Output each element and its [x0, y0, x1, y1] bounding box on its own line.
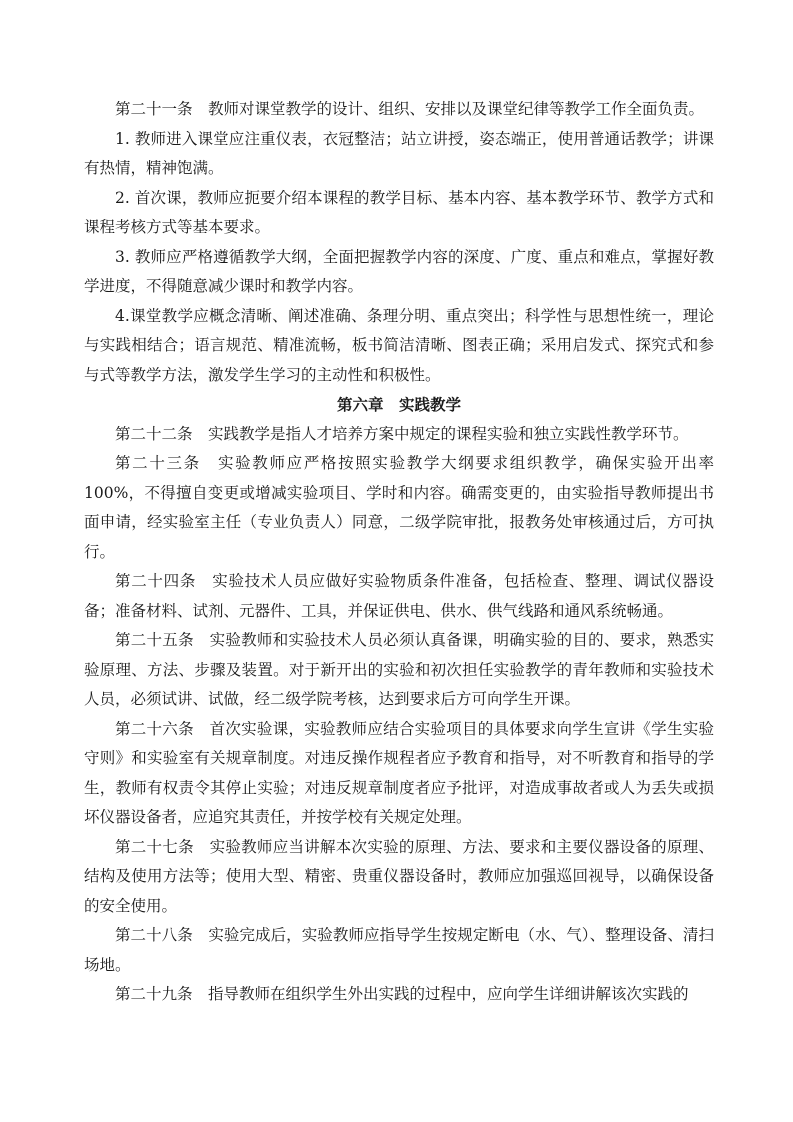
- article-21-item-2: 2. 首次课，教师应扼要介绍本课程的教学目标、基本内容、基本教学环节、教学方式和课程考核方式等基本要求。: [84, 188, 714, 236]
- article-26: 第二十六条 首次实验课，实验教师应结合实验项目的具体要求向学生宣讲《学生实验守则》和实验室有关规章制度。对违反操作规程者应予教育和指导，对不听教育和指导的学生，教师有权责令其停止实验；对违反规章制度者应予批评，对造成事故者或人为丢失或损坏仪器设备者，应追究其责任，并按学校有关规定处理。: [84, 719, 714, 826]
- article-21-item-1: 1. 教师进入课堂应注重仪表，衣冠整洁；站立讲授，姿态端正，使用普通话教学；讲课有热情，精神饱满。: [84, 129, 714, 177]
- article-21-item-3: 3. 教师应严格遵循教学大纲，全面把握教学内容的深度、广度、重点和难点，掌握好教学进度，不得随意减少课时和教学内容。: [84, 247, 714, 295]
- article-21-item-4: 4.课堂教学应概念清晰、阐述准确、条理分明、重点突出；科学性与思想性统一，理论与实践相结合；语言规范、精准流畅，板书简洁清晰、图表正确；采用启发式、探究式和参与式等教学方法，激发学生学习的主动性和积极性。: [84, 306, 714, 384]
- article-21: 第二十一条 教师对课堂教学的设计、组织、安排以及课堂纪律等教学工作全面负责。: [115, 100, 705, 118]
- chapter-title: 第六章 实践教学: [336, 395, 461, 414]
- article-23: 第二十三条 实验教师应严格按照实验教学大纲要求组织教学，确保实验开出率100%，不得擅自变更或增减实验项目、学时和内容。确需变更的，由实验指导教师提出书面申请，经实验室主任（专业负责人）同意，二级学院审批，报教务处审核通过后，方可执行。: [84, 454, 714, 561]
- article-27: 第二十七条 实验教师应当讲解本次实验的原理、方法、要求和主要仪器设备的原理、结构及使用方法等；使用大型、精密、贵重仪器设备时，教师应加强巡回视导，以确保设备的安全使用。: [84, 837, 714, 915]
- article-24: 第二十四条 实验技术人员应做好实验物质条件准备，包括检查、整理、调试仪器设备；准备材料、试剂、元器件、工具，并保证供电、供水、供气线路和通风系统畅通。: [84, 572, 714, 620]
- article-25: 第二十五条 实验教师和实验技术人员必须认真备课，明确实验的目的、要求，熟悉实验原理、方法、步骤及装置。对于新开出的实验和初次担任实验教学的青年教师和实验技术人员，必须试讲、试做，经二级学院考核，达到要求后方可向学生开课。: [84, 631, 714, 708]
- article-22: 第二十二条 实践教学是指人才培养方案中规定的课程实验和独立实践性教学环节。: [115, 424, 689, 443]
- article-29: 第二十九条 指导教师在组织学生外出实践的过程中，应向学生详细讲解该次实践的: [115, 985, 689, 1003]
- document-page: [84, 95, 714, 1010]
- article-28: 第二十八条 实验完成后，实验教师应指导学生按规定断电（水、气）、整理设备、清扫场地。: [84, 926, 714, 974]
